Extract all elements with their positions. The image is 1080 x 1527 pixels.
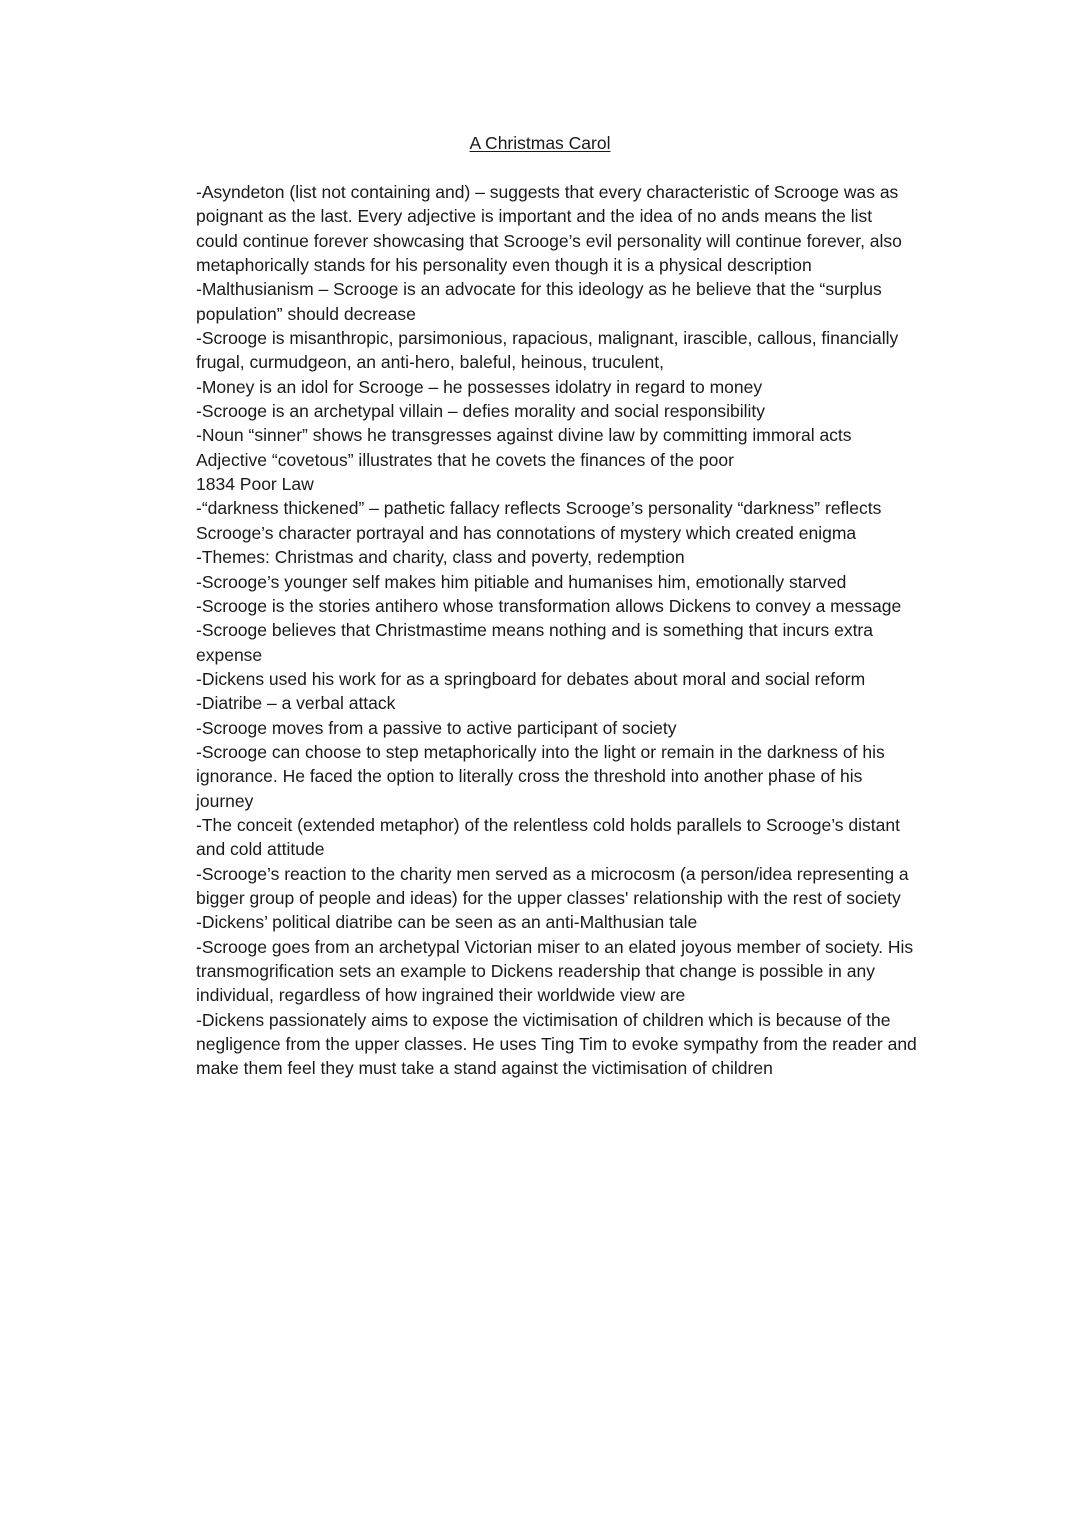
text-line: Adjective “covetous” illustrates that he covets the finances of the poor: [196, 449, 734, 470]
text-line: expense: [196, 644, 263, 665]
text-line: -The conceit (extended metaphor) of the relentless cold holds parallels to Scrooge’s distant: [196, 814, 900, 835]
text-line: -Dickens used his work for as a springboard for debates about moral and social reform: [196, 668, 866, 689]
page-title: A Christmas Carol: [469, 133, 611, 153]
text-line: population” should decrease: [196, 303, 416, 324]
text-line: -Scrooge goes from an archetypal Victorian miser to an elated joyous member of society. His: [196, 936, 914, 957]
text-line: frugal, curmudgeon, an anti-hero, baleful, heinous, truculent,: [196, 352, 664, 373]
notes-body: [196, 180, 956, 1081]
text-line: -Scrooge can choose to step metaphorically into the light or remain in the darkness of his: [196, 741, 885, 762]
text-line: -Scrooge is the stories antihero whose transformation allows Dickens to convey a message: [196, 595, 902, 616]
text-line: -Asyndeton (list not containing and) – suggests that every characteristic of Scrooge was as: [196, 182, 899, 202]
text-line: metaphorically stands for his personality even though it is a physical description: [196, 255, 812, 276]
text-line: individual, regardless of how ingrained their worldwide view are: [196, 985, 686, 1006]
text-line: 1834 Poor Law: [196, 474, 314, 495]
text-line: transmogrification sets an example to Dickens readership that change is possible in any: [196, 961, 875, 981]
text-line: -Noun “sinner” shows he transgresses against divine law by committing immoral acts: [196, 425, 852, 446]
text-line: -Diatribe – a verbal attack: [196, 693, 396, 714]
text-line: could continue forever showcasing that Scrooge’s evil personality will continue forever, also: [196, 230, 902, 251]
text-line: -Scrooge is an archetypal villain – defies morality and social responsibility: [196, 401, 766, 422]
text-line: poignant as the last. Every adjective is important and the idea of no ands means the list: [196, 206, 873, 227]
text-line: -Scrooge moves from a passive to active participant of society: [196, 717, 677, 738]
text-line: -“darkness thickened” – pathetic fallacy reflects Scrooge’s personality “darkness” reflects: [196, 498, 882, 519]
text-line: journey: [196, 790, 254, 811]
text-line: -Scrooge’s reaction to the charity men served as a microcosm (a person/idea representing a: [196, 863, 909, 884]
text-line: -Themes: Christmas and charity, class and poverty, redemption: [196, 547, 685, 568]
text-line: -Scrooge believes that Christmastime means nothing and is something that incurs extra: [196, 620, 873, 641]
text-line: bigger group of people and ideas) for the upper classes' relationship with the rest of society: [196, 887, 901, 908]
text-line: ignorance. He faced the option to literally cross the threshold into another phase of his: [196, 766, 863, 787]
text-line: -Dickens’ political diatribe can be seen as an anti-Malthusian tale: [196, 912, 698, 933]
text-line: -Money is an idol for Scrooge – he possesses idolatry in regard to money: [196, 376, 763, 397]
text-line: -Scrooge’s younger self makes him pitiable and humanises him, emotionally starved: [196, 571, 847, 592]
text-line: -Malthusianism – Scrooge is an advocate for this ideology as he believe that the “surplus: [196, 279, 882, 300]
text-line: Scrooge’s character portrayal and has connotations of mystery which created enigma: [196, 522, 857, 543]
text-line: -Dickens passionately aims to expose the victimisation of children which is because of the: [196, 1009, 891, 1030]
text-line: and cold attitude: [196, 839, 325, 860]
text-line: negligence from the upper classes. He uses Ting Tim to evoke sympathy from the reader and: [196, 1034, 917, 1055]
text-line: -Scrooge is misanthropic, parsimonious, rapacious, malignant, irascible, callous, financially: [196, 328, 899, 349]
text-line: make them feel they must take a stand against the victimisation of children: [196, 1058, 773, 1079]
